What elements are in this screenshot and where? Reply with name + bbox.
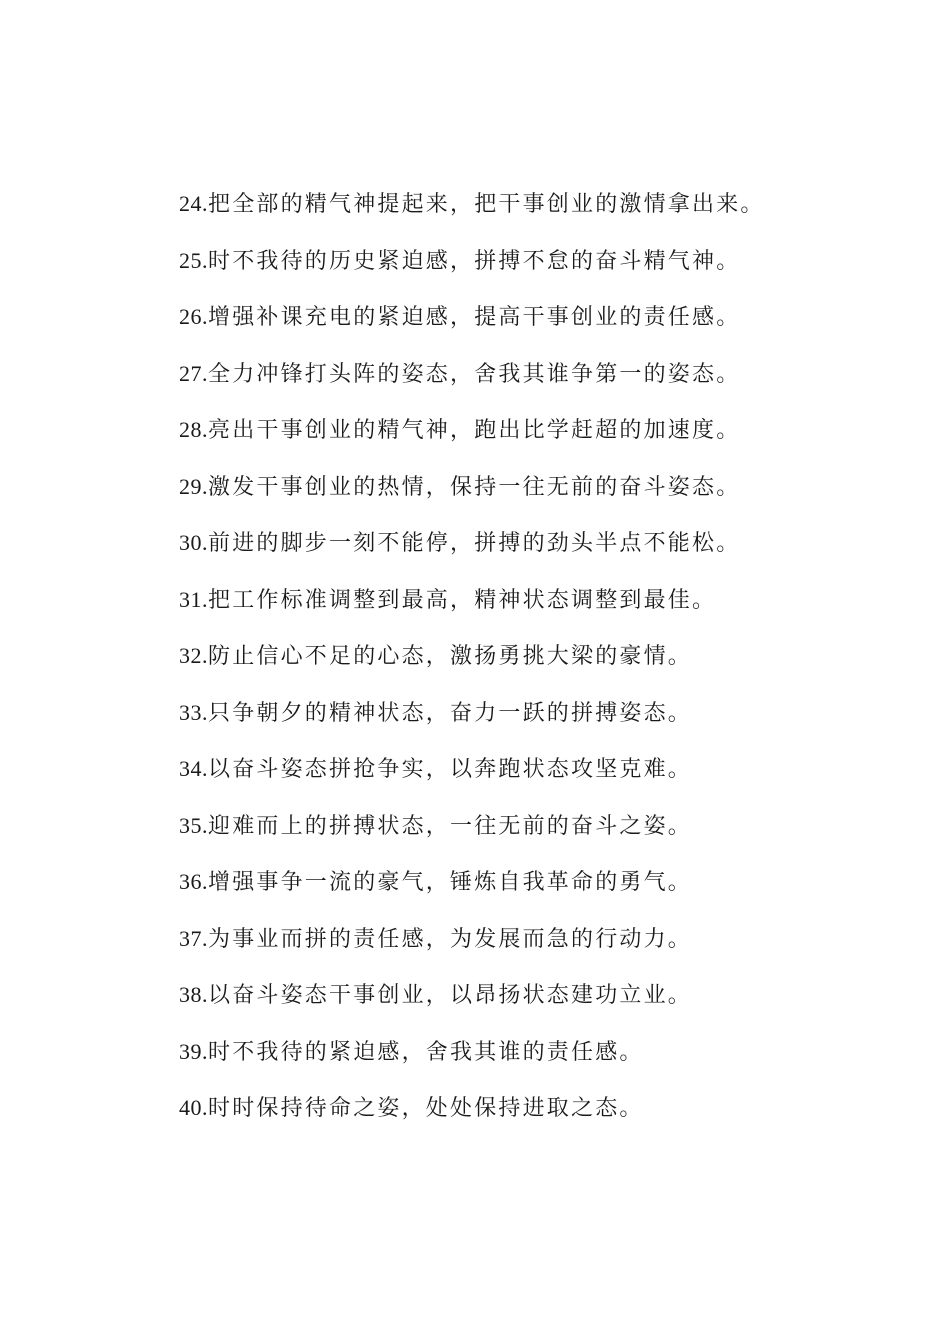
list-item bbox=[179, 975, 859, 1032]
item-number: 30. bbox=[179, 530, 208, 555]
list-item bbox=[179, 693, 859, 750]
item-text: 迎难而上的拼搏状态，一往无前的奋斗之姿。 bbox=[208, 813, 693, 839]
item-text: 把工作标准调整到最高，精神状态调整到最佳。 bbox=[208, 587, 717, 613]
item-text: 把全部的精气神提起来，把干事创业的激情拿出来。 bbox=[208, 192, 765, 217]
item-text: 只争朝夕的精神状态，奋力一跃的拼搏姿态。 bbox=[208, 700, 693, 726]
list-item bbox=[179, 297, 859, 354]
item-text: 激发干事创业的热情，保持一往无前的奋斗姿态。 bbox=[208, 474, 741, 500]
item-text: 前进的脚步一刻不能停，拼搏的劲头半点不能松。 bbox=[208, 531, 741, 556]
list-item bbox=[179, 354, 859, 411]
item-number: 34. bbox=[179, 756, 208, 781]
list-item bbox=[179, 919, 859, 976]
list-item bbox=[179, 184, 859, 241]
list-item bbox=[179, 241, 859, 298]
item-number: 24. bbox=[179, 191, 208, 216]
item-text: 增强补课充电的紧迫感，提高干事创业的责任感。 bbox=[208, 305, 741, 330]
item-text: 为事业而拼的责任感，为发展而急的行动力。 bbox=[208, 926, 693, 952]
item-number: 29. bbox=[179, 473, 208, 499]
item-number: 27. bbox=[179, 360, 208, 386]
item-number: 38. bbox=[179, 982, 208, 1007]
list-item bbox=[179, 410, 859, 467]
list-item bbox=[179, 580, 859, 637]
list-item bbox=[179, 636, 859, 693]
item-number: 31. bbox=[179, 586, 208, 612]
list-item bbox=[179, 806, 859, 863]
item-text: 时不我待的历史紧迫感，拼搏不怠的奋斗精气神。 bbox=[208, 248, 741, 274]
item-text: 防止信心不足的心态，激扬勇挑大梁的豪情。 bbox=[208, 644, 693, 669]
list-item bbox=[179, 1032, 859, 1089]
item-number: 25. bbox=[179, 247, 208, 273]
item-text: 以奋斗姿态干事创业，以昂扬状态建功立业。 bbox=[208, 983, 693, 1008]
item-number: 28. bbox=[179, 417, 208, 442]
item-number: 33. bbox=[179, 699, 208, 725]
item-number: 36. bbox=[179, 869, 208, 894]
list-item bbox=[179, 749, 859, 806]
item-text: 时时保持待命之姿，处处保持进取之态。 bbox=[208, 1096, 644, 1121]
item-number: 40. bbox=[179, 1095, 208, 1120]
list-item bbox=[179, 523, 859, 580]
item-number: 32. bbox=[179, 643, 208, 668]
list-item bbox=[179, 862, 859, 919]
list-item bbox=[179, 1088, 859, 1145]
item-text: 以奋斗姿态拼抢争实，以奔跑状态攻坚克难。 bbox=[208, 757, 693, 782]
item-number: 37. bbox=[179, 925, 208, 951]
item-text: 亮出干事创业的精气神，跑出比学赶超的加速度。 bbox=[208, 418, 741, 443]
item-text: 增强事争一流的豪气，锤炼自我革命的勇气。 bbox=[208, 870, 693, 895]
item-number: 35. bbox=[179, 812, 208, 838]
item-text: 全力冲锋打头阵的姿态，舍我其谁争第一的姿态。 bbox=[208, 361, 741, 387]
item-number: 26. bbox=[179, 304, 208, 329]
list-item bbox=[179, 467, 859, 524]
slogan-list bbox=[179, 184, 859, 1145]
item-number: 39. bbox=[179, 1038, 208, 1064]
item-text: 时不我待的紧迫感，舍我其谁的责任感。 bbox=[208, 1039, 644, 1065]
